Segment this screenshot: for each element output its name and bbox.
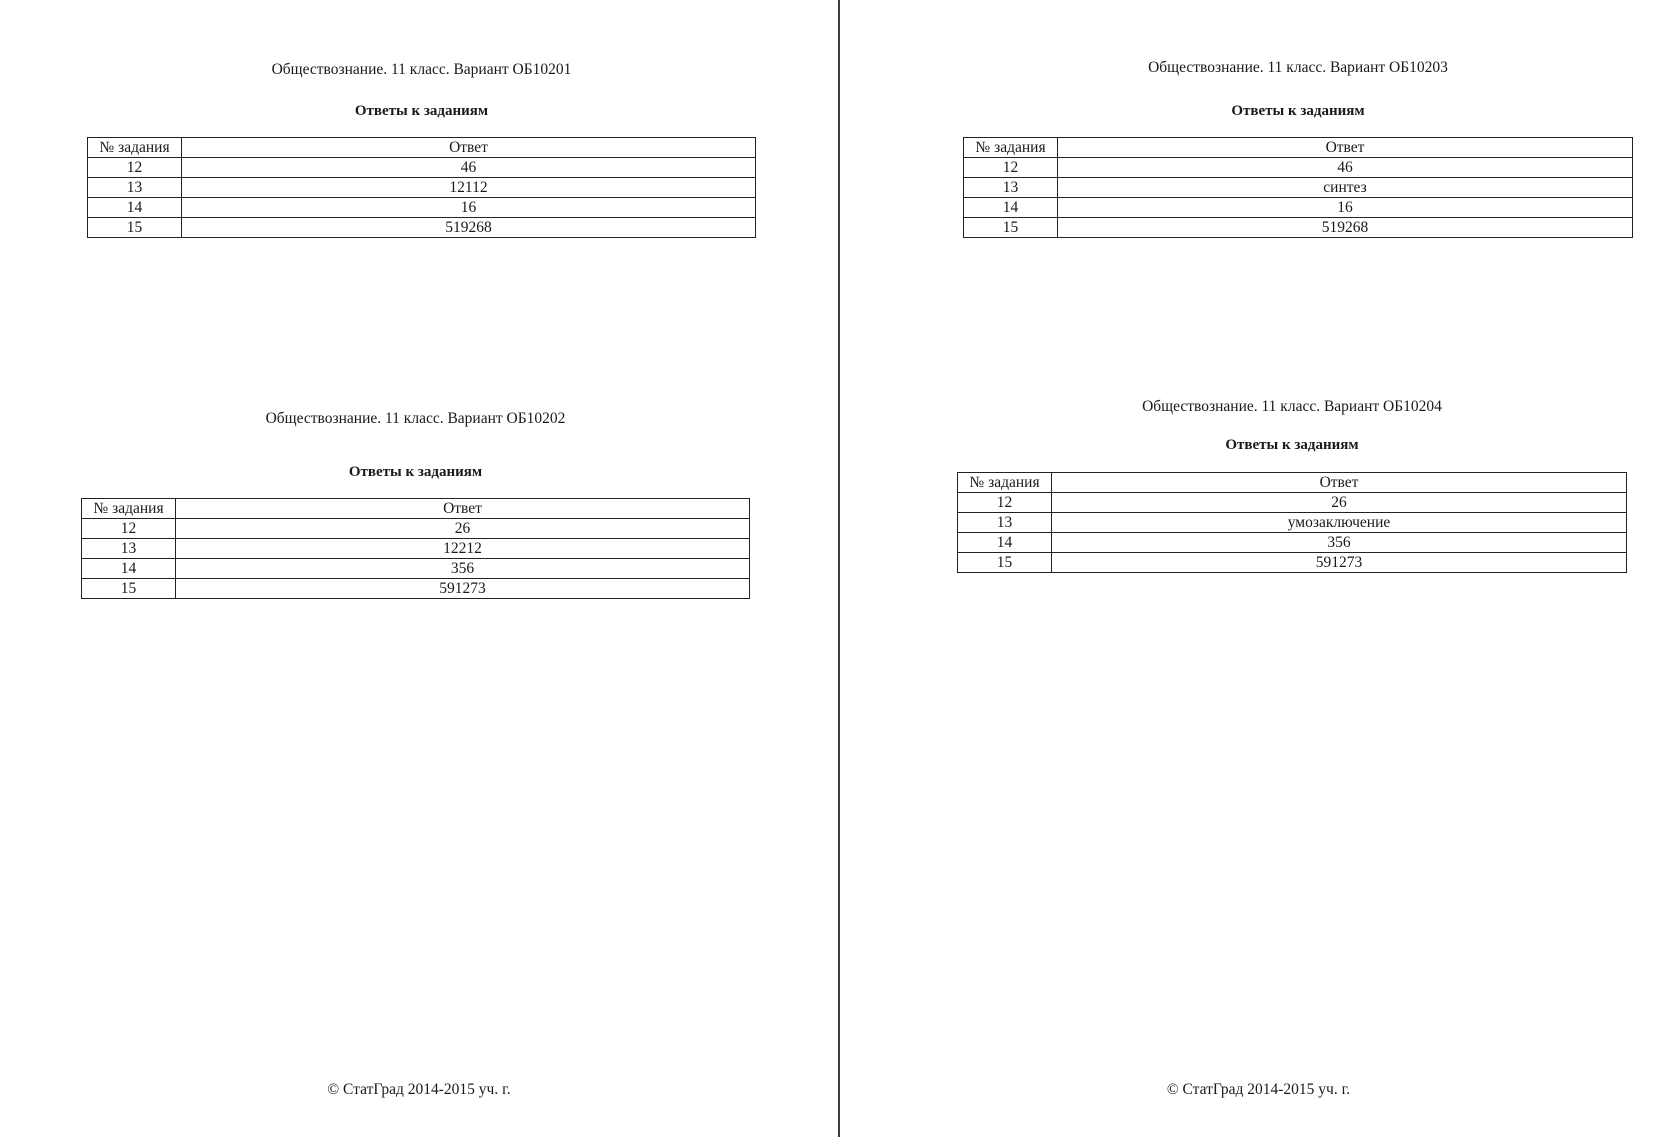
answer-cell: 46 (182, 158, 756, 178)
task-number-cell: 13 (82, 539, 176, 559)
answer-cell: 591273 (1052, 553, 1627, 573)
answer-cell: 12212 (176, 539, 750, 559)
answer-cell: 26 (1052, 493, 1627, 513)
page-right (842, 0, 1675, 1137)
table-row (82, 559, 750, 579)
task-number-cell: 14 (82, 559, 176, 579)
table-row (82, 579, 750, 599)
answers-table (963, 137, 1633, 238)
table-row (964, 158, 1633, 178)
column-header-task-number: № задания (964, 138, 1058, 158)
table-row (88, 198, 756, 218)
table-row (958, 553, 1627, 573)
table-row (82, 519, 750, 539)
answer-cell: 356 (1052, 533, 1627, 553)
task-number-cell: 12 (88, 158, 182, 178)
page-divider (838, 0, 840, 1137)
answers-table (957, 472, 1627, 573)
column-header-task-number: № задания (958, 473, 1052, 493)
answer-cell: синтез (1058, 178, 1633, 198)
task-number-cell: 15 (964, 218, 1058, 238)
answers-table (81, 498, 750, 599)
variant-title: Обществознание. 11 класс. Вариант ОБ10204 (1142, 398, 1442, 415)
answer-cell: 519268 (182, 218, 756, 238)
variant-title: Обществознание. 11 класс. Вариант ОБ10203 (1148, 59, 1448, 76)
variant-title: Обществознание. 11 класс. Вариант ОБ10202 (265, 410, 566, 427)
column-header-task-number: № задания (88, 138, 182, 158)
answer-cell: 26 (176, 519, 750, 539)
task-number-cell: 12 (964, 158, 1058, 178)
task-number-cell: 13 (964, 178, 1058, 198)
task-number-cell: 14 (88, 198, 182, 218)
table-row (964, 198, 1633, 218)
table-row (958, 533, 1627, 553)
table-row (82, 539, 750, 559)
task-number-cell: 15 (958, 553, 1052, 573)
table-row (88, 178, 756, 198)
answer-cell: 356 (176, 559, 750, 579)
column-header-answer: Ответ (1052, 473, 1627, 493)
answer-cell: 519268 (1058, 218, 1633, 238)
answer-cell: 16 (1058, 198, 1633, 218)
variant-title: Обществознание. 11 класс. Вариант ОБ10201 (271, 61, 572, 78)
answers-heading: Ответы к заданиям (1231, 103, 1365, 119)
task-number-cell: 15 (82, 579, 176, 599)
table-header-row (958, 473, 1627, 493)
column-header-answer: Ответ (176, 499, 750, 519)
answer-cell: 16 (182, 198, 756, 218)
answers-table (87, 137, 756, 238)
answers-heading: Ответы к заданиям (354, 103, 489, 119)
task-number-cell: 12 (82, 519, 176, 539)
page-footer: © СтатГрад 2014-2015 уч. г. (1166, 1081, 1351, 1098)
column-header-answer: Ответ (1058, 138, 1633, 158)
task-number-cell: 14 (964, 198, 1058, 218)
answer-cell: 12112 (182, 178, 756, 198)
answer-cell: 46 (1058, 158, 1633, 178)
table-row (958, 493, 1627, 513)
task-number-cell: 15 (88, 218, 182, 238)
task-number-cell: 13 (958, 513, 1052, 533)
table-header-row (82, 499, 750, 519)
task-number-cell: 14 (958, 533, 1052, 553)
table-row (964, 178, 1633, 198)
table-header-row (88, 138, 756, 158)
task-number-cell: 12 (958, 493, 1052, 513)
table-header-row (964, 138, 1633, 158)
column-header-task-number: № задания (82, 499, 176, 519)
answers-heading: Ответы к заданиям (1225, 437, 1359, 453)
answers-heading: Ответы к заданиям (348, 464, 483, 480)
task-number-cell: 13 (88, 178, 182, 198)
answer-cell: умозаключение (1052, 513, 1627, 533)
table-row (88, 218, 756, 238)
table-row (964, 218, 1633, 238)
table-row (88, 158, 756, 178)
page-footer: © СтатГрад 2014-2015 уч. г. (327, 1081, 511, 1098)
column-header-answer: Ответ (182, 138, 756, 158)
table-row (958, 513, 1627, 533)
answer-cell: 591273 (176, 579, 750, 599)
